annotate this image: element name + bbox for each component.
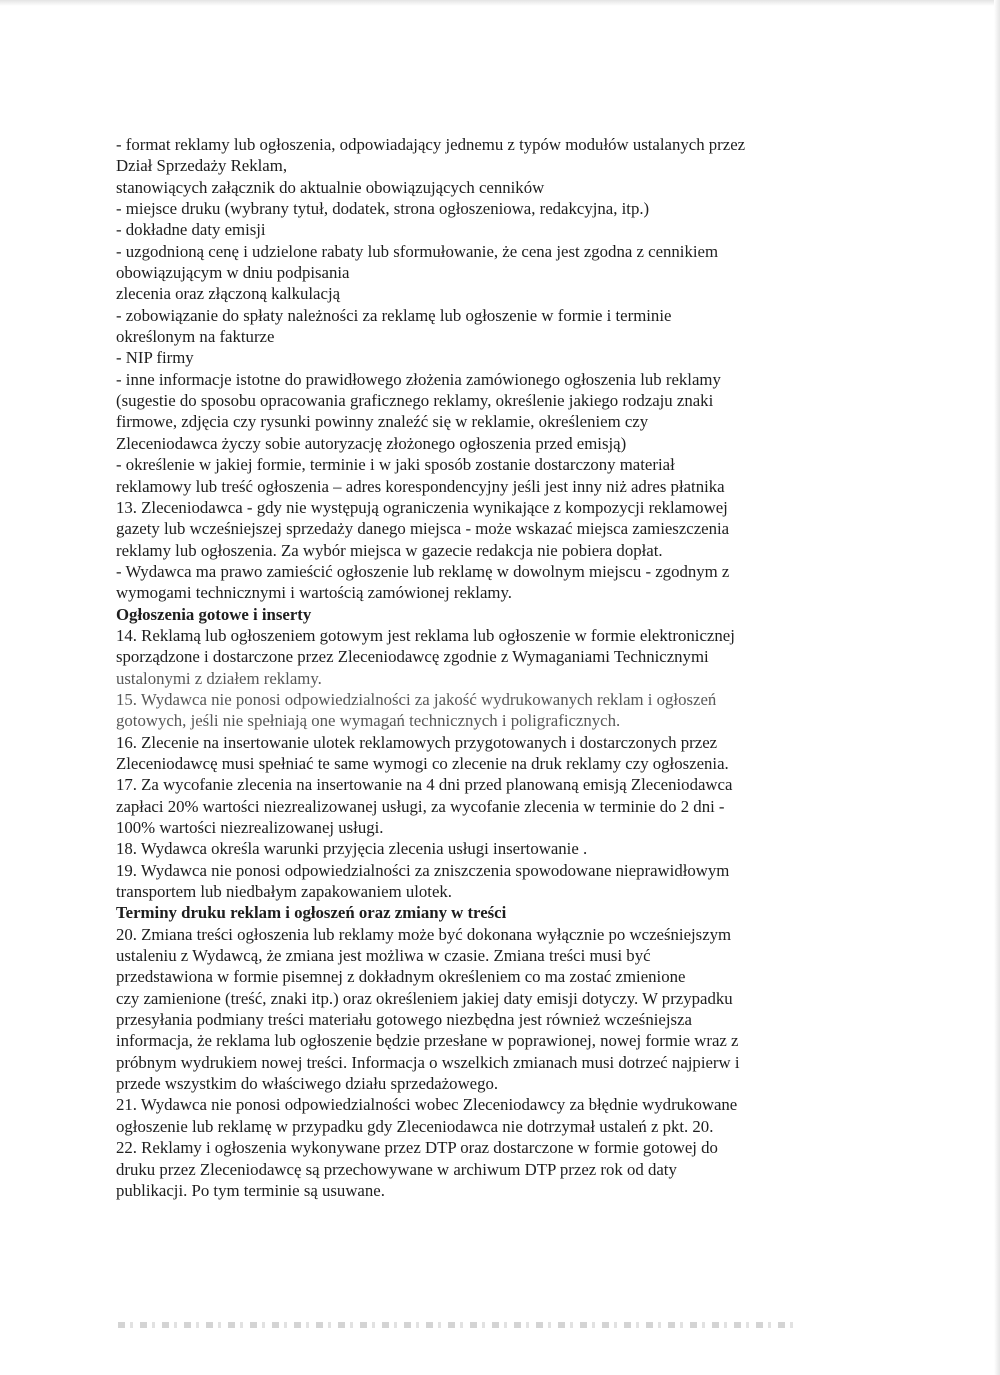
text-line: 14. Reklamą lub ogłoszeniem gotowym jest reklama lub ogłoszenie w formie elektronicznej [116,625,735,645]
text-line: zlecenia oraz złączoną kalkulacją [116,284,341,304]
text-line: 17. Za wycofanie zlecenia na insertowanie na 4 dni przed planowaną emisją Zleceniodawca [116,775,733,795]
text-line: gotowych, jeśli nie spełniają one wymagań technicznych i poligraficznych. [116,711,621,731]
text-line: - dokładne daty emisji [116,220,266,240]
text-line: - uzgodnioną cenę i udzielone rabaty lub sformułowanie, że cena jest zgodna z cennikiem [116,241,719,261]
text-line: 13. Zleceniodawca - gdy nie występują ograniczenia wynikające z kompozycji reklamowej [116,497,728,517]
text-line: - NIP firmy [116,348,194,368]
text-line: firmowe, zdjęcia czy rysunki powinny znaleźć się w reklamie, określeniem czy [116,412,649,432]
text-line: przedstawiona w formie pisemnej z dokładnym określeniem co ma zostać zmienione [116,967,686,987]
text-line: 100% wartości niezrealizowanej usługi. [116,818,384,837]
text-line: reklamowy lub treść ogłoszenia – adres korespondencyjny jeśli jest inny niż adres płatnika [116,476,725,496]
text-line: - zobowiązanie do spłaty należności za reklamę lub ogłoszenie w formie i terminie [116,305,672,325]
text-line: 20. Zmiana treści ogłoszenia lub reklamy może być dokonana wyłącznie po wcześniejszym [116,924,732,944]
text-line: - określenie w jakiej formie, terminie i w jaki sposób zostanie dostarczony materiał [116,455,675,475]
text-line: publikacji. Po tym terminie są usuwane. [116,1180,385,1200]
text-line: druku przez Zleceniodawcę są przechowywane w archiwum DTP przez rok od daty [116,1159,677,1179]
text-line: transportem lub niedbałym zapakowaniem ulotek. [116,882,452,902]
footer-scan-artifact [118,1322,798,1328]
text-line: 15. Wydawca nie ponosi odpowiedzialności za jakość wydrukowanych reklam i ogłoszeń [116,689,717,709]
text-line: 22. Reklamy i ogłoszenia wykonywane przez DTP oraz dostarczone w formie gotowej do [116,1138,718,1158]
text-line: określonym na fakturze [116,327,275,347]
scan-top-edge [0,0,1000,6]
text-line: - inne informacje istotne do prawidłowego złożenia zamówionego ogłoszenia lub reklamy [116,369,721,389]
scan-right-edge [994,0,1000,1375]
text-line: obowiązującym w dniu podpisania [116,263,350,283]
text-line: ustalonymi z działem reklamy. [116,668,322,688]
text-line: przede wszystkim do właściwego działu sprzedażowego. [116,1074,499,1094]
text-line: czy zamienione (treść, znaki itp.) oraz określeniem jakiej daty emisji dotyczy. W przypadku [116,988,733,1008]
document-page [116,134,836,1201]
text-line: 19. Wydawca nie ponosi odpowiedzialności za zniszczenia spowodowane nieprawidłowym [116,860,730,880]
text-line: sporządzone i dostarczone przez Zleceniodawcę zgodnie z Wymaganiami Technicznymi [116,647,709,667]
section-heading: Ogłoszenia gotowe i inserty [116,604,312,624]
text-line: Dział Sprzedaży Reklam, [116,156,288,176]
text-line: Zleceniodawca życzy sobie autoryzację złożonego ogłoszenia przed emisją) [116,433,627,453]
text-line: gazety lub wcześniejszej sprzedaży danego miejsca - może wskazać miejsca zamieszczenia [116,519,730,539]
text-line: ustaleniu z Wydawcą, że zmiana jest możliwa w czasie. Zmiana treści musi być [116,946,651,966]
text-line: zapłaci 20% wartości niezrealizowanej usługi, za wycofanie zlecenia w terminie do 2 dni - [116,796,725,816]
text-line: (sugestie do sposobu opracowania graficznego reklamy, określenie jakiego rodzaju znaki [116,391,714,411]
section-heading: Terminy druku reklam i ogłoszeń oraz zmiany w treści [116,903,507,923]
text-line: - format reklamy lub ogłoszenia, odpowiadający jednemu z typów modułów ustalanych przez [116,135,746,154]
text-line: informacja, że reklama lub ogłoszenie będzie przesłane w poprawionej, nowej formie wraz z [116,1031,739,1051]
text-line: reklamy lub ogłoszenia. Za wybór miejsca w gazecie redakcja nie pobiera dopłat. [116,540,663,560]
text-line: 21. Wydawca nie ponosi odpowiedzialności wobec Zleceniodawcy za błędnie wydrukowane [116,1095,738,1115]
text-line: - miejsce druku (wybrany tytuł, dodatek, strona ogłoszeniowa, redakcyjna, itp.) [116,199,650,219]
text-line: wymogami technicznymi i wartością zamówionej reklamy. [116,583,512,603]
text-line: próbnym wydrukiem nowej treści. Informacja o wszelkich zmianach musi dotrzeć najpierw i [116,1052,740,1072]
text-line: stanowiących załącznik do aktualnie obowiązujących cenników [116,177,545,197]
text-line: 18. Wydawca określa warunki przyjęcia zlecenia usługi insertowanie . [116,839,588,859]
text-line: przesyłania podmiany treści materiału gotowego niezbędna jest również wcześniejsza [116,1010,692,1030]
text-line: 16. Zlecenie na insertowanie ulotek reklamowych przygotowanych i dostarczonych przez [116,732,718,752]
text-line: ogłoszenie lub reklamę w przypadku gdy Zleceniodawca nie dotrzymał ustaleń z pkt. 20. [116,1116,714,1136]
text-line: Zleceniodawcę musi spełniać te same wymogi co zlecenie na druk reklamy czy ogłoszenia. [116,753,729,773]
text-line: - Wydawca ma prawo zamieścić ogłoszenie lub reklamę w dowolnym miejscu - zgodnym z [116,561,730,581]
